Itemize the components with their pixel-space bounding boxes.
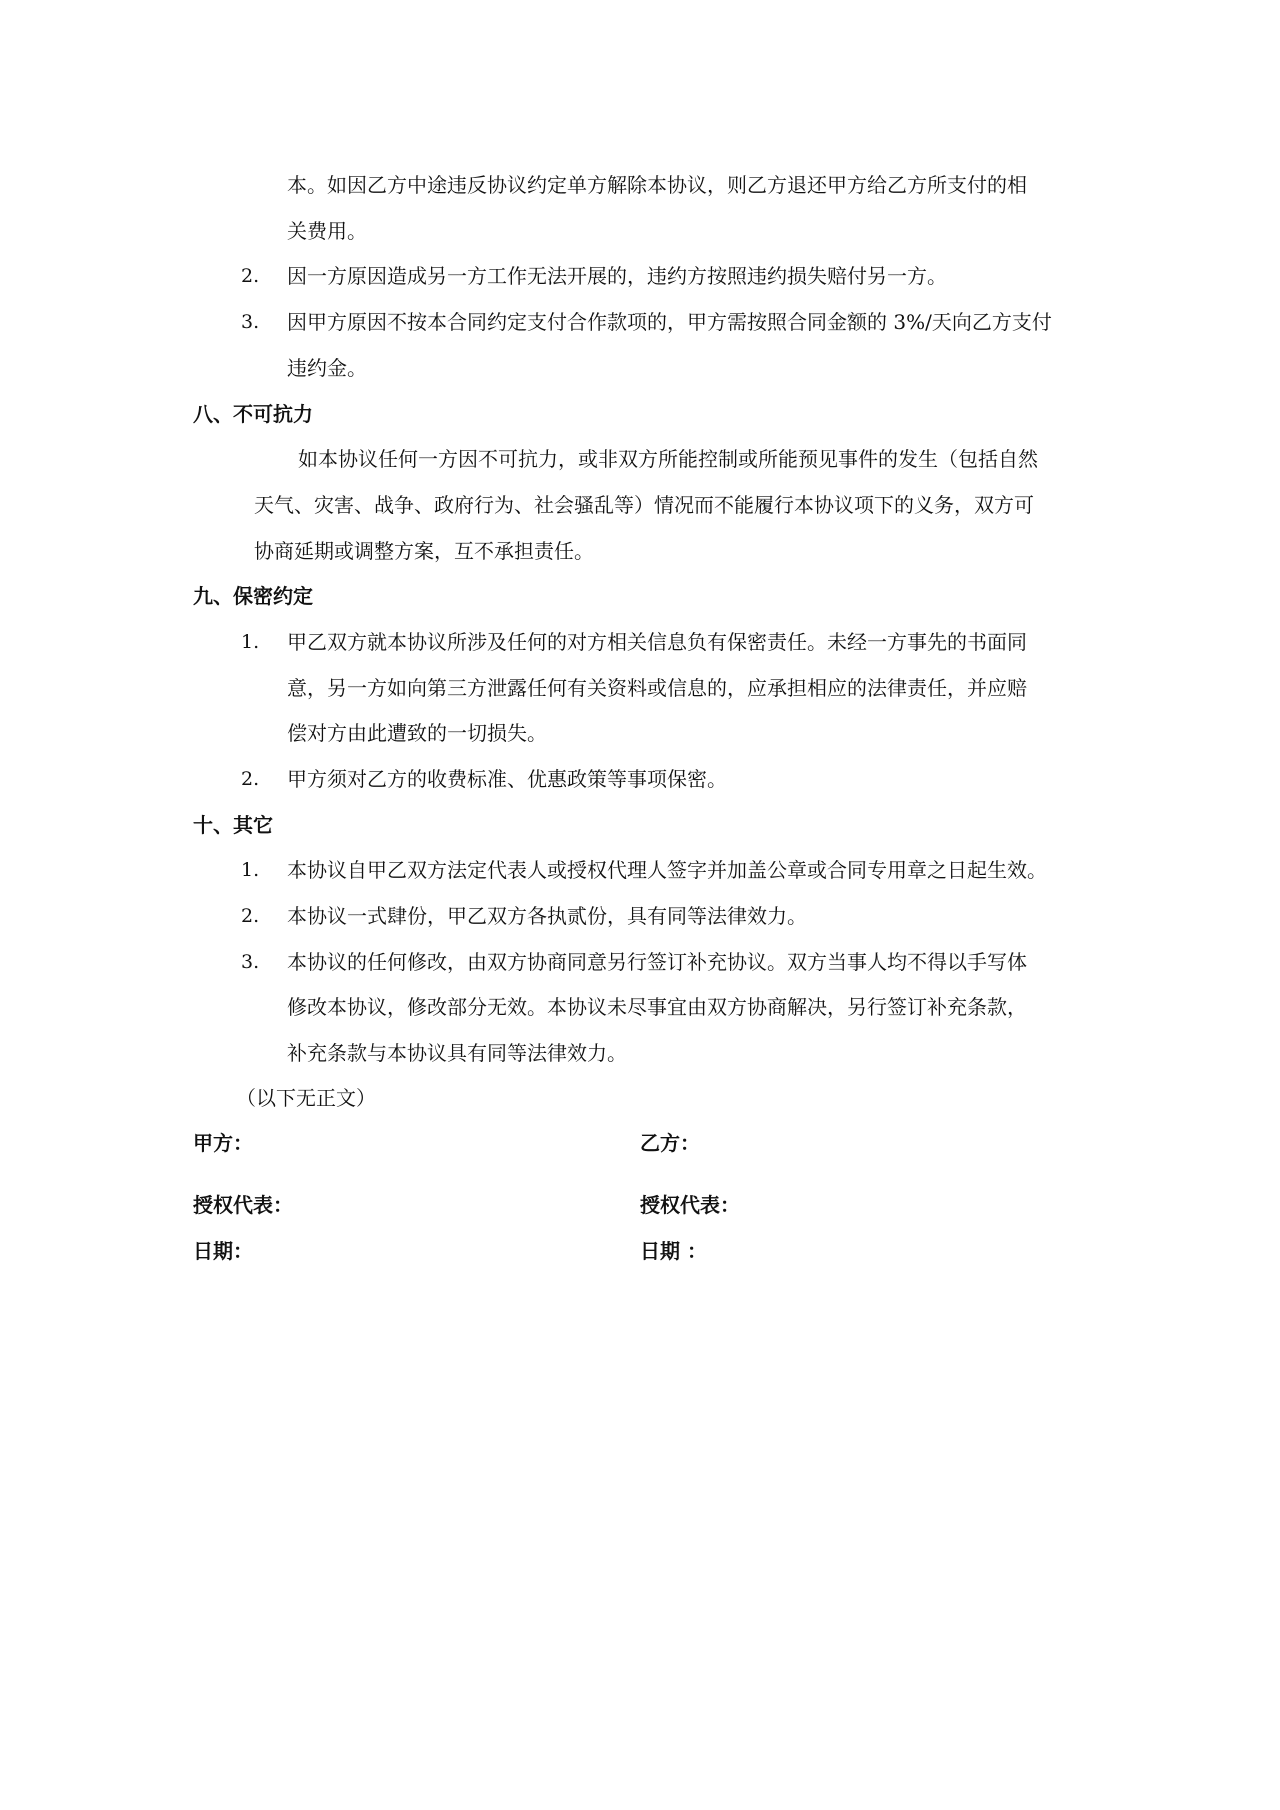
s10-item1-number: 1. xyxy=(241,859,260,881)
section9-heading: 九、保密约定 xyxy=(193,584,313,608)
s8-para-line3: 协商延期或调整方案，互不承担责任。 xyxy=(254,539,594,563)
party-a-label: 甲方： xyxy=(193,1131,253,1155)
s10-item3-line1: 本协议的任何修改，由双方协商同意另行签订补充协议。双方当事人均不得以手写体 xyxy=(287,950,1027,974)
date-b-label: 日期 ： xyxy=(640,1239,707,1263)
party-b-label: 乙方： xyxy=(640,1131,700,1155)
s8-para-line2: 天气、灾害、战争、政府行为、社会骚乱等）情况而不能履行本协议项下的义务，双方可 xyxy=(254,493,1034,517)
s10-item2-number: 2. xyxy=(241,905,260,927)
date-a-label: 日期： xyxy=(193,1239,253,1263)
s10-item3-line2: 修改本协议，修改部分无效。本协议未尽事宜由双方协商解决，另行签订补充条款， xyxy=(287,995,1027,1019)
rep-b-label: 授权代表： xyxy=(640,1193,740,1217)
s7-item1-line2: 关费用。 xyxy=(287,219,367,243)
s9-item2-line1: 甲方须对乙方的收费标准、优惠政策等事项保密。 xyxy=(287,767,727,791)
rep-a-label: 授权代表： xyxy=(193,1193,293,1217)
end-note: （以下无正文） xyxy=(236,1086,376,1110)
s9-item1-line1: 甲乙双方就本协议所涉及任何的对方相关信息负有保密责任。未经一方事先的书面同 xyxy=(287,630,1027,654)
s10-item3-line3: 补充条款与本协议具有同等法律效力。 xyxy=(287,1041,627,1065)
s7-item3-line2: 违约金。 xyxy=(287,356,367,380)
s9-item1-line2: 意，另一方如向第三方泄露任何有关资料或信息的，应承担相应的法律责任，并应赔 xyxy=(287,676,1027,700)
s7-item3-number: 3. xyxy=(241,311,260,333)
s9-item2-number: 2. xyxy=(241,768,260,790)
s9-item1-line3: 偿对方由此遭致的一切损失。 xyxy=(287,721,547,745)
section8-heading: 八、不可抗力 xyxy=(193,402,313,426)
section10-heading: 十、其它 xyxy=(193,813,273,837)
s7-item3-line1: 因甲方原因不按本合同约定支付合作款项的，甲方需按照合同金额的 3%/天向乙方支付 xyxy=(287,310,1052,334)
s8-para-line1: 如本协议任何一方因不可抗力，或非双方所能控制或所能预见事件的发生（包括自然 xyxy=(298,447,1038,471)
s9-item1-number: 1. xyxy=(241,631,260,653)
s7-item2-number: 2. xyxy=(241,265,260,287)
s10-item1-line1: 本协议自甲乙双方法定代表人或授权代理人签字并加盖公章或合同专用章之日起生效。 xyxy=(287,858,1047,882)
s10-item2-line1: 本协议一式肆份，甲乙双方各执贰份，具有同等法律效力。 xyxy=(287,904,807,928)
s10-item3-number: 3. xyxy=(241,951,260,973)
s7-item2-line1: 因一方原因造成另一方工作无法开展的，违约方按照违约损失赔付另一方。 xyxy=(287,264,947,288)
s7-item1-line1: 本。如因乙方中途违反协议约定单方解除本协议，则乙方退还甲方给乙方所支付的相 xyxy=(287,173,1027,197)
